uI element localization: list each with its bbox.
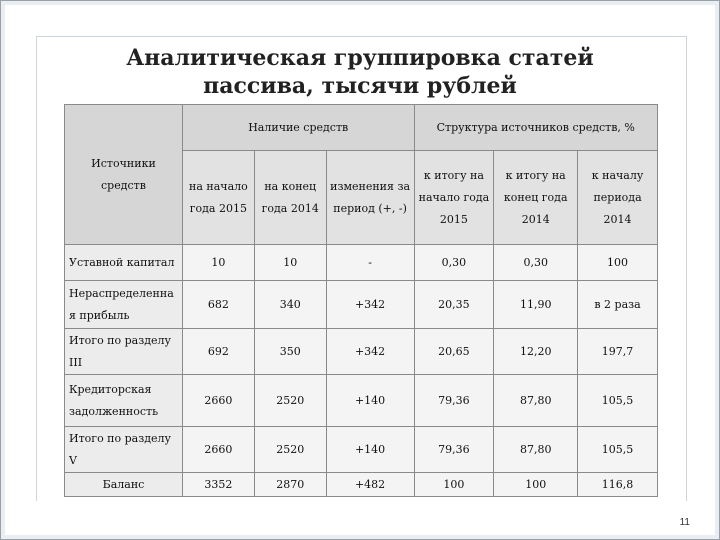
row-label: Итого по разделу III [65,329,183,375]
cell: в 2 раза [578,281,658,329]
cell: 11,90 [494,281,578,329]
decorative-rule-right [686,36,687,501]
cell: +140 [326,427,414,473]
cell: +482 [326,473,414,497]
cell: 116,8 [578,473,658,497]
cell: 100 [494,473,578,497]
header-sources: Источники средств [65,105,183,245]
cell: 100 [414,473,494,497]
header-structure: Структура источников средств, % [414,105,657,151]
cell: +342 [326,281,414,329]
cell: 87,80 [494,427,578,473]
cell: 350 [254,329,326,375]
cell: 12,20 [494,329,578,375]
table-row [65,375,658,427]
cell: 10 [254,245,326,281]
table-row [65,281,658,329]
slide-title [60,44,660,100]
row-label: Итого по разделу V [65,427,183,473]
cell: 105,5 [578,427,658,473]
cell: 20,65 [414,329,494,375]
cell: 20,35 [414,281,494,329]
cell: 105,5 [578,375,658,427]
cell: 87,80 [494,375,578,427]
cell: 682 [182,281,254,329]
table-row [65,245,658,281]
liabilities-table [64,104,658,497]
header-col-total-end: к итогу на конец года 2014 [494,151,578,245]
header-col-start: на начало года 2015 [182,151,254,245]
row-label: Уставной капитал [65,245,183,281]
table-row [65,473,658,497]
title-line-2: пассива, тысячи рублей [203,73,517,99]
cell: 0,30 [414,245,494,281]
decorative-rule-top [36,36,686,37]
page-number: 11 [679,517,690,528]
cell: 0,30 [494,245,578,281]
cell: 79,36 [414,375,494,427]
cell: 197,7 [578,329,658,375]
row-label: Кредиторская задолженность [65,375,183,427]
title-line-1: Аналитическая группировка статей [126,45,594,71]
cell: - [326,245,414,281]
header-col-end: на конец года 2014 [254,151,326,245]
table-row [65,329,658,375]
header-col-change: изменения за период (+, -) [326,151,414,245]
cell: 2660 [182,375,254,427]
header-col-total-start: к итогу на начало года 2015 [414,151,494,245]
row-label: Баланс [65,473,183,497]
header-availability: Наличие средств [182,105,414,151]
cell: +140 [326,375,414,427]
cell: 3352 [182,473,254,497]
decorative-rule-left [36,36,37,501]
cell: 340 [254,281,326,329]
cell: 2660 [182,427,254,473]
cell: +342 [326,329,414,375]
cell: 79,36 [414,427,494,473]
cell: 692 [182,329,254,375]
cell: 2520 [254,427,326,473]
cell: 100 [578,245,658,281]
cell: 2520 [254,375,326,427]
table-row [65,427,658,473]
cell: 10 [182,245,254,281]
header-col-to-start: к началу периода 2014 [578,151,658,245]
row-label: Нераспределенна я прибыль [65,281,183,329]
cell: 2870 [254,473,326,497]
